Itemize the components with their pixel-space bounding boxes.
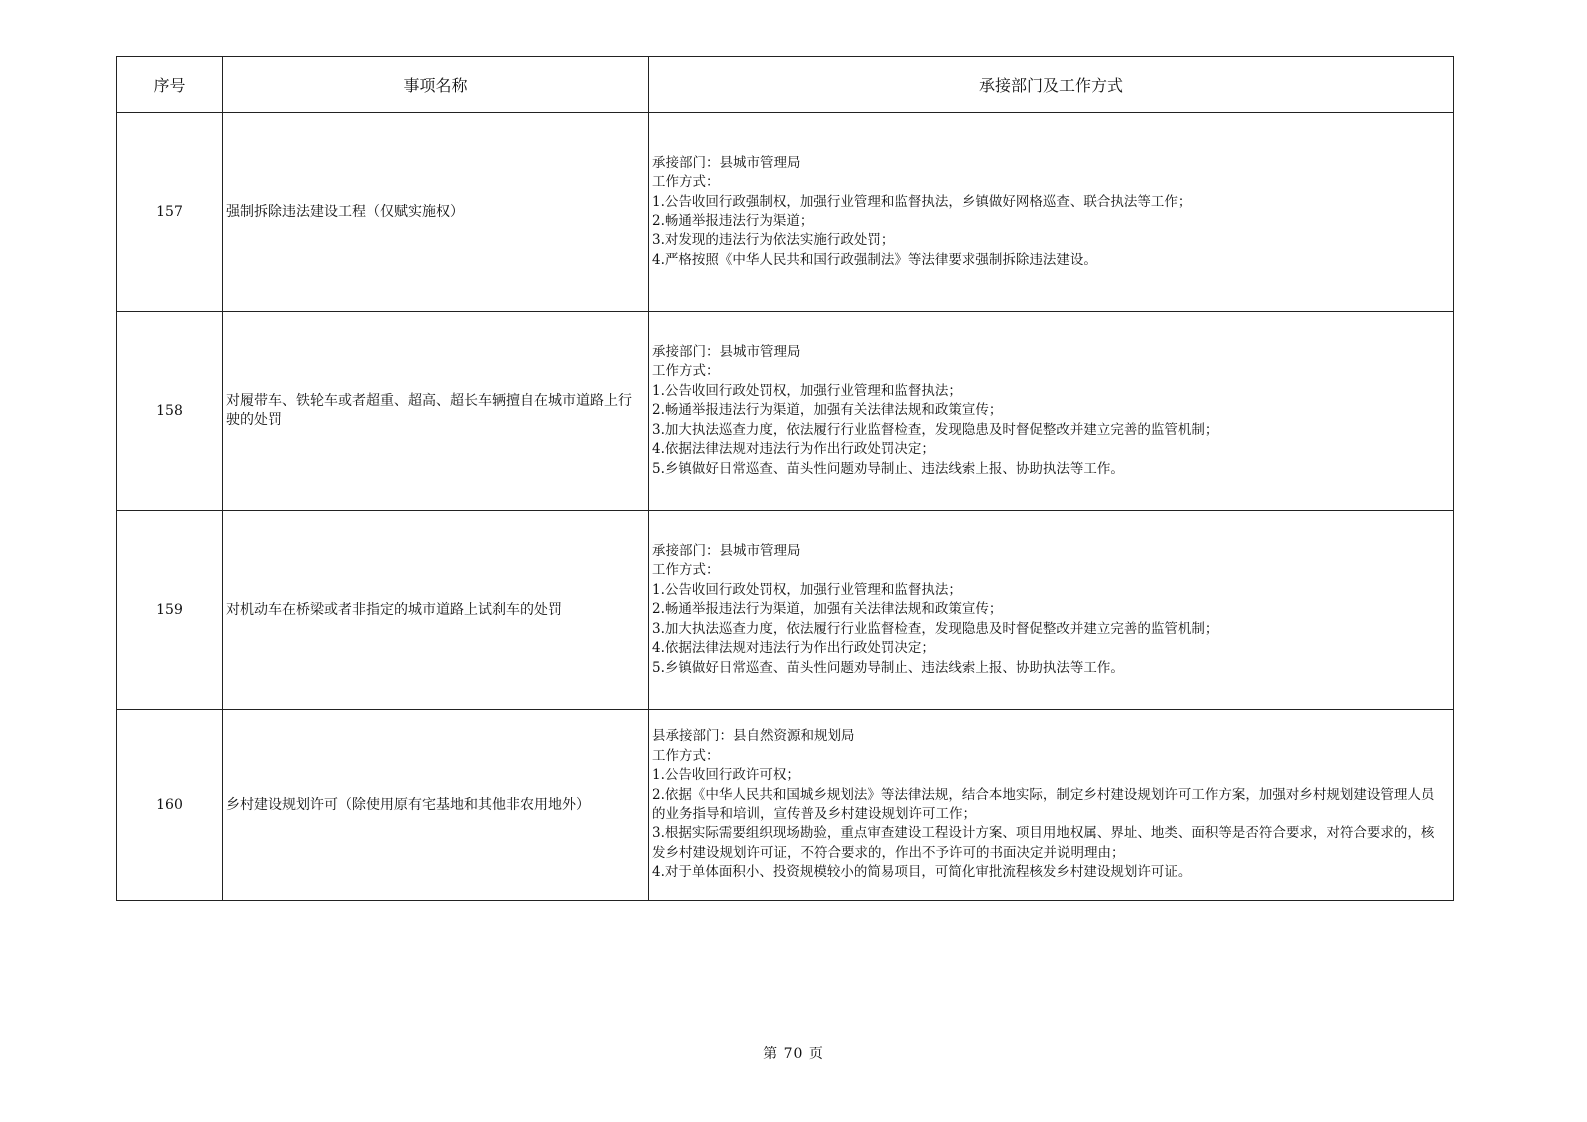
- method-line: 3.根据实际需要组织现场勘验，重点审查建设工程设计方案、项目用地权属、界址、地类、面积等是否符合要求，对符合要求的，核发乡村建设规划许可证，不符合要求的，作出不予许可的书面决定并说明理由；: [652, 825, 1435, 861]
- table-row: [117, 710, 1454, 901]
- method-line: 工作方式：: [652, 562, 720, 579]
- method-line: 2.畅通举报违法行为渠道，加强有关法律法规和政策宣传；: [652, 402, 1003, 419]
- header-name: 事项名称: [223, 57, 649, 113]
- header-method: 承接部门及工作方式: [649, 57, 1454, 113]
- method-line: 1.公告收回行政处罚权，加强行业管理和监督执法；: [652, 382, 962, 399]
- method-line: 工作方式：: [652, 747, 720, 764]
- method-line: 1.公告收回行政许可权；: [652, 767, 800, 784]
- method-line: 3.加大执法巡查力度，依法履行行业监督检查，发现隐患及时督促整改并建立完善的监管机制；: [652, 421, 1219, 438]
- method-line: 1.公告收回行政处罚权，加强行业管理和监督执法；: [652, 581, 962, 598]
- row-no: 159: [117, 511, 223, 710]
- table-row: [117, 511, 1454, 710]
- table-row: [117, 113, 1454, 312]
- method-line: 4.依据法律法规对违法行为作出行政处罚决定；: [652, 640, 935, 657]
- row-method: [649, 511, 1454, 710]
- row-no: 160: [117, 710, 223, 901]
- row-method: [649, 312, 1454, 511]
- method-line: 工作方式：: [652, 363, 720, 380]
- row-method: [649, 113, 1454, 312]
- method-line: 承接部门：县城市管理局: [652, 154, 801, 171]
- method-line: 工作方式：: [652, 174, 720, 191]
- method-line: 2.畅通举报违法行为渠道，加强有关法律法规和政策宣传；: [652, 601, 1003, 618]
- method-line: 承接部门：县城市管理局: [652, 344, 801, 361]
- method-line: 4.依据法律法规对违法行为作出行政处罚决定；: [652, 441, 935, 458]
- method-line: 县承接部门：县自然资源和规划局: [652, 728, 855, 745]
- method-line: 2.畅通举报违法行为渠道；: [652, 213, 814, 229]
- row-name: 乡村建设规划许可（除使用原有宅基地和其他非农用地外）: [223, 710, 649, 901]
- row-name: 强制拆除违法建设工程（仅赋实施权）: [223, 113, 649, 312]
- row-name: 对机动车在桥梁或者非指定的城市道路上试刹车的处罚: [223, 511, 649, 710]
- method-line: 5.乡镇做好日常巡查、苗头性问题劝导制止、违法线索上报、协助执法等工作。: [652, 460, 1124, 477]
- method-line: 4.对于单体面积小、投资规模较小的简易项目，可简化审批流程核发乡村建设规划许可证。: [652, 864, 1192, 881]
- method-line: 承接部门：县城市管理局: [652, 543, 801, 560]
- row-no: 157: [117, 113, 223, 312]
- method-line: 3.加大执法巡查力度，依法履行行业监督检查，发现隐患及时督促整改并建立完善的监管机制；: [652, 620, 1219, 637]
- page-number: 第 70 页: [763, 1046, 824, 1062]
- row-method: [649, 710, 1454, 901]
- header-no: 序号: [117, 57, 223, 113]
- items-table: [116, 56, 1454, 901]
- method-line: 5.乡镇做好日常巡查、苗头性问题劝导制止、违法线索上报、协助执法等工作。: [652, 659, 1124, 676]
- method-line: 2.依据《中华人民共和国城乡规划法》等法律法规，结合本地实际，制定乡村建设规划许可工作方案，加强对乡村规划建设管理人员的业务指导和培训，宣传普及乡村建设规划许可工作；: [652, 786, 1435, 822]
- method-line: 3.对发现的违法行为依法实施行政处罚；: [652, 232, 895, 249]
- method-line: 4.严格按照《中华人民共和国行政强制法》等法律要求强制拆除违法建设。: [652, 251, 1097, 268]
- table-row: [117, 312, 1454, 511]
- row-name: 对履带车、铁轮车或者超重、超高、超长车辆擅自在城市道路上行驶的处罚: [223, 312, 649, 511]
- header-row: [117, 57, 1454, 113]
- row-no: 158: [117, 312, 223, 511]
- method-line: 1.公告收回行政强制权，加强行业管理和监督执法，乡镇做好网格巡查、联合执法等工作；: [652, 193, 1192, 210]
